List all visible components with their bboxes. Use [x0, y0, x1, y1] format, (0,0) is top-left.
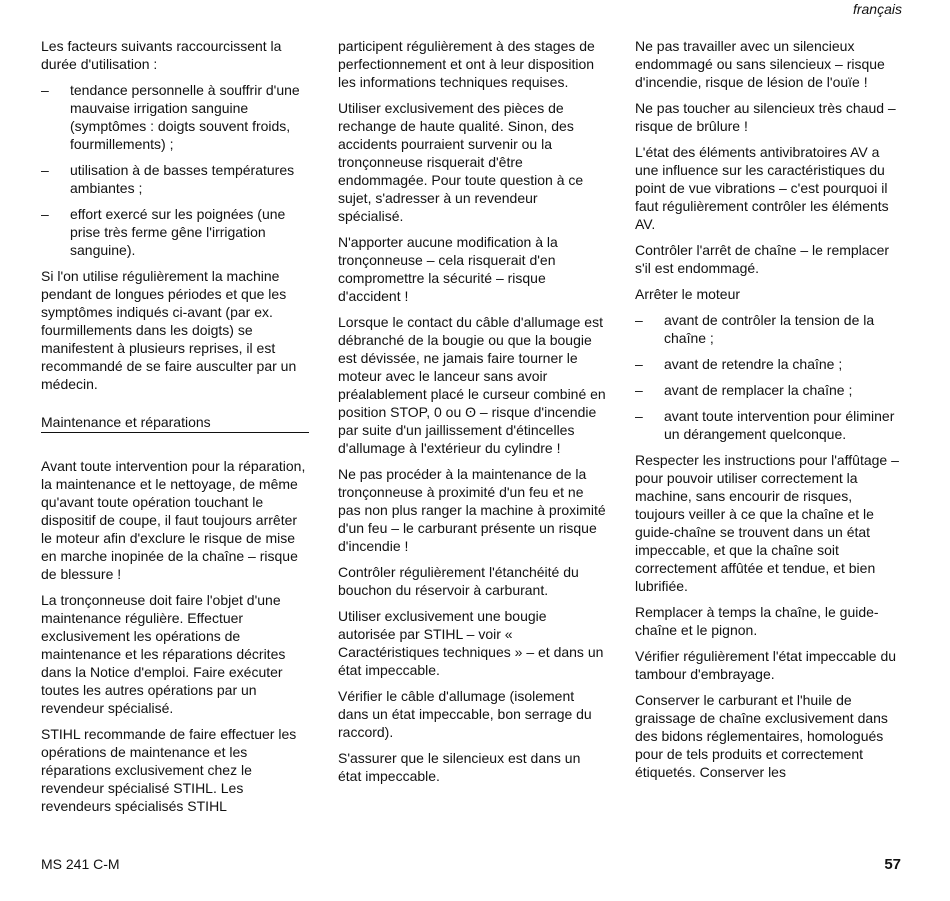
warning-text: risque d'incendie !: [338, 520, 597, 554]
paragraph-sharpening: Respecter les instructions pour l'affûtage – pour pouvoir utiliser correctement la machine, sans encourir de risques, toujours veiller à ce que la chaîne et le guide-chaîne se trouvent dans un état impeccable, et que la chaîne soit correctement affûtée et tendue, et bien lubrifiée.: [635, 452, 899, 594]
paragraph-continued: participent régulièrement à des stages de perfectionnement et ont à leur disposition les informations techniques requises.: [338, 38, 595, 90]
paragraph-ignition-lead: Vérifier le câble d'allumage (isolement dans un état impeccable, bon serrage du raccord).: [338, 688, 592, 740]
page-number: 57: [884, 856, 901, 873]
list-item: – tendance personnelle à souffrir d'une mauvaise irrigation sanguine (symptômes : doigts souvent froids, fourmillements) ;: [41, 82, 300, 152]
paragraph-no-muffler: Ne pas travailler avec un silencieux endommagé ou sans silencieux – risque d'incendie, risque de lésion de l'ouïe !: [635, 38, 885, 90]
paragraph-replace: Remplacer à temps la chaîne, le guide-chaîne et le pignon.: [635, 604, 879, 638]
column-1: [41, 37, 309, 823]
paragraph-stop-engine: Avant toute intervention pour la réparation, la maintenance et le nettoyage, de même qu'avant toute opération touchant le dispositif de coupe, il faut toujours arrêter le moteur afin d'exclure le risque de mise en marche inopinée de la chaîne – risque de blessure !: [41, 458, 306, 582]
language-label: français: [852, 1, 902, 17]
list-item: – avant toute intervention pour éliminer un dérangement quelconque.: [635, 408, 895, 442]
paragraph-muffler: S'assurer que le silencieux est dans un état impeccable.: [338, 750, 581, 784]
paragraph-tank-cap: Contrôler régulièrement l'étanchéité du bouchon du réservoir à carburant.: [338, 564, 579, 598]
paragraph-hot-muffler: Ne pas toucher au silencieux très chaud – risque de brûlure !: [635, 100, 896, 134]
stop-symbol-icon: ʘ: [465, 404, 477, 420]
warning-text: risque d'incendie: [491, 404, 597, 420]
paragraph-intro: Les facteurs suivants raccourcissent la durée d'utilisation :: [41, 38, 282, 72]
paragraph-drum: Vérifier régulièrement l'état impeccable du tambour d'embrayage.: [635, 648, 897, 682]
paragraph-fire: Ne pas procéder à la maintenance de la tronçonneuse à proximité d'un feu et ne pas non plus ranger la machine à proximité d'un feu – le carburant présente un risque d'incendie !: [338, 466, 606, 554]
paragraph-chain-brake: Contrôler l'arrêt de chaîne – le remplacer s'il est endommagé.: [635, 242, 890, 276]
paragraph-maintenance: La tronçonneuse doit faire l'objet d'une maintenance régulière. Effectuer exclusivement les opérations de maintenance et les réparations décrites dans la Notice d'emploi. Faire exécuter toutes les autres opérations par un revendeur spécialisé.: [41, 592, 286, 716]
paragraph-stihl: STIHL recommande de faire effectuer les opérations de maintenance et les réparations exclusivement chez le revendeur spécialisé STIHL. Les revendeurs spécialisés STIHL: [41, 726, 297, 814]
stop-engine-list: [635, 311, 903, 443]
paragraph-storage: Conserver le carburant et l'huile de graissage de chaîne exclusivement dans des bidons réglementaires, homologués pour de tels produits et correctement étiquetés. Conserver les: [635, 692, 888, 780]
warning-text: risque de brûlure !: [635, 118, 748, 134]
paragraph-doctor: Si l'on utilise régulièrement la machine pendant de longues périodes et que les symptômes indiqués ci-avant (par ex. fourmillements dans les doigts) se manifestent à plusieurs reprises, il est recommandé de se faire ausculter par un médecin.: [41, 268, 297, 392]
paragraph-modification: N'apporter aucune modification à la tronçonneuse – cela risquerait d'en compromettre la sécurité – risque d'accident !: [338, 234, 558, 304]
paragraph-parts: Utiliser exclusivement des pièces de rechange de haute qualité. Sinon, des accidents pourraient survenir ou la tronçonneuse risquerait d'être endommagée. Pour toute question à ce sujet, s'adresser à un revendeur spécialisé.: [338, 100, 584, 224]
paragraph-av-elements: L'état des éléments antivibratoires AV a une influence sur les caractéristiques du point de vue vibrations – c'est pourquoi il faut régulièrement contrôler les éléments AV.: [635, 144, 889, 232]
zero-label: 0: [434, 404, 442, 420]
paragraph-spark-plug: Utiliser exclusivement une bougie autorisée par STIHL – voir « Caractéristiques techniques » – et dans un état impeccable.: [338, 608, 604, 678]
warning-text: risque de blessure !: [41, 548, 298, 582]
list-item: – avant de remplacer la chaîne ;: [635, 382, 853, 398]
footer-model: MS 241 C-M: [41, 856, 120, 872]
warning-text: risque d'accident !: [338, 270, 546, 304]
list-item: – utilisation à de basses températures ambiantes ;: [41, 162, 295, 196]
column-3: [635, 37, 903, 789]
emphasis-text: Respecter les instructions pour l'affûtage: [635, 452, 888, 468]
list-item: – effort exercé sur les poignées (une prise très ferme gêne l'irrigation sanguine).: [41, 206, 286, 258]
warning-text: risque d'incendie, risque de lésion de l'ouïe !: [635, 56, 885, 90]
list-item: – avant de contrôler la tension de la chaîne ;: [635, 312, 875, 346]
paragraph-ignition-cable: Lorsque le contact du câble d'allumage est débranché de la bougie ou que la bougie est dévissée, ne jamais faire tourner le moteur avec le lanceur sans avoir préalablement placé le curseur combiné en position STOP, 0 ou ʘ – risque d'incendie par suite d'un jaillissement d'étincelles d'allumage à l'extérieur du cylindre !: [338, 314, 606, 456]
column-2: [338, 37, 606, 793]
stop-label: STOP: [390, 404, 427, 420]
subheading-stop-engine: Arrêter le moteur: [635, 286, 741, 302]
list-item: – avant de retendre la chaîne ;: [635, 356, 843, 372]
section-heading: Maintenance et réparations: [41, 413, 309, 433]
factor-list: [41, 81, 309, 259]
emphasis-text: Contrôler l'arrêt de chaîne: [635, 242, 797, 258]
